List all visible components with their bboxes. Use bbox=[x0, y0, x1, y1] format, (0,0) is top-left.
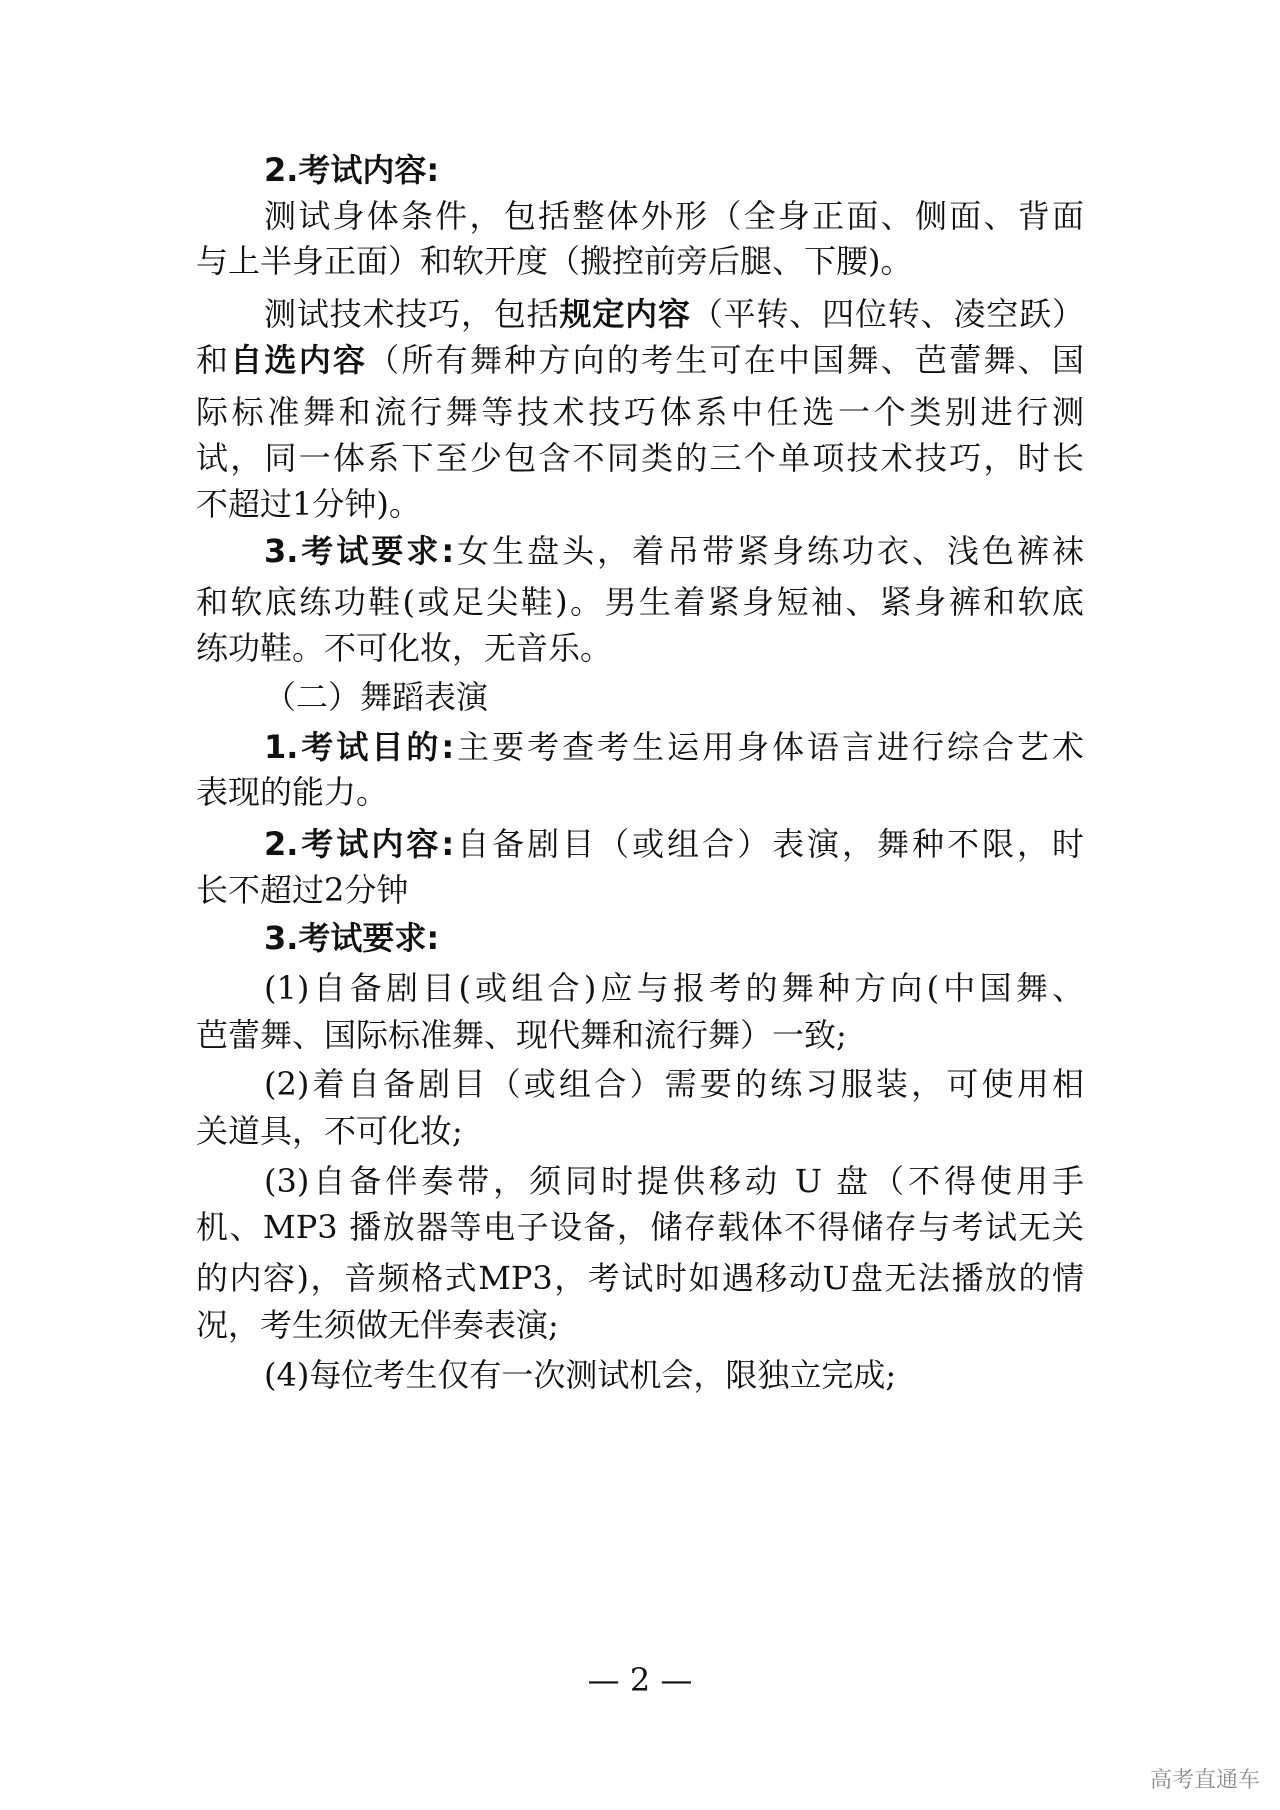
text-run: 练功鞋。不可化妆，无音乐。 bbox=[196, 629, 613, 667]
section-heading bbox=[264, 677, 1152, 719]
text-run: 测试技术技巧，包括 bbox=[264, 295, 560, 333]
text-line bbox=[264, 1161, 1084, 1203]
text-line bbox=[196, 1111, 1084, 1153]
bold-term: 2.考试内容: bbox=[264, 151, 440, 189]
text-run: 女生盘头，着吊带紧身练功衣、浅色裤袜 bbox=[454, 532, 1084, 570]
text-line bbox=[264, 150, 1084, 192]
text-run: 际标准舞和流行舞等技术技巧体系中任选一个类别进行测 bbox=[196, 393, 1084, 431]
text-line bbox=[264, 196, 1084, 238]
bold-term: 2.考试内容: bbox=[264, 825, 455, 863]
watermark-text: 高考直通车 bbox=[1149, 1768, 1260, 1793]
text-line bbox=[264, 294, 1084, 336]
text-line bbox=[264, 1064, 1084, 1106]
bold-term: 规定内容 bbox=[559, 295, 691, 333]
text-run: 的内容)，音频格式MP3，考试时如遇移动U盘无法播放的情 bbox=[196, 1259, 1084, 1297]
text-line bbox=[264, 824, 1084, 866]
text-run: 长不超过2分钟 bbox=[196, 871, 409, 909]
bold-term: 自选内容 bbox=[230, 341, 368, 379]
text-run: 和 bbox=[196, 341, 231, 379]
text-line bbox=[264, 531, 1084, 573]
text-run: 芭蕾舞、国际标准舞、现代舞和流行舞）一致; bbox=[196, 1016, 847, 1054]
text-line bbox=[196, 772, 1084, 814]
bold-term: 3.考试要求: bbox=[264, 919, 440, 957]
text-line bbox=[196, 392, 1084, 434]
text-line bbox=[196, 340, 1084, 382]
text-run: （所有舞种方向的考生可在中国舞、芭蕾舞、国 bbox=[367, 341, 1084, 379]
bold-term: 1.考试目的: bbox=[264, 728, 455, 766]
text-run: (2)着自备剧目（或组合）需要的练习服装，可使用相 bbox=[264, 1065, 1084, 1103]
text-line bbox=[264, 1355, 1084, 1397]
text-line bbox=[196, 870, 1084, 912]
text-run: 与上半身正面）和软开度（搬控前旁后腿、下腰)。 bbox=[196, 242, 913, 280]
text-run: 况，考生须做无伴奏表演; bbox=[196, 1306, 559, 1344]
text-line bbox=[196, 1258, 1084, 1300]
text-run: 表现的能力。 bbox=[196, 773, 389, 811]
text-line bbox=[196, 484, 1084, 526]
text-run: 测试身体条件，包括整体外形（全身正面、侧面、背面 bbox=[264, 197, 1084, 235]
text-line bbox=[196, 241, 1084, 283]
text-run: (3)自备伴奏带，须同时提供移动 U 盘（不得使用手 bbox=[264, 1162, 1084, 1200]
text-line bbox=[196, 1015, 1084, 1057]
text-run: 试，同一体系下至少包含不同类的三个单项技术技巧，时长 bbox=[196, 439, 1084, 477]
text-run: 机、MP3 播放器等电子设备，储存载体不得储存与考试无关 bbox=[196, 1208, 1084, 1246]
bold-term: 3.考试要求: bbox=[264, 532, 455, 570]
page-number: — 2 — bbox=[587, 1661, 693, 1699]
text-line bbox=[264, 968, 1084, 1010]
text-line bbox=[196, 438, 1084, 480]
text-run: 自备剧目（或组合）表演，舞种不限，时 bbox=[454, 825, 1084, 863]
text-line bbox=[196, 582, 1084, 624]
text-line bbox=[264, 727, 1084, 769]
text-line bbox=[264, 918, 1084, 960]
text-run: (1)自备剧目(或组合)应与报考的舞种方向(中国舞、 bbox=[264, 969, 1084, 1007]
text-run: （平转、四位转、凌空跃） bbox=[690, 295, 1084, 333]
text-run: (4)每位考生仅有一次测试机会，限独立完成; bbox=[264, 1356, 897, 1394]
text-run: 不超过1分钟)。 bbox=[196, 485, 421, 523]
text-line bbox=[196, 628, 1084, 670]
text-run: （二）舞蹈表演 bbox=[264, 678, 489, 716]
text-line bbox=[196, 1207, 1084, 1249]
text-run: 和软底练功鞋(或足尖鞋)。男生着紧身短袖、紧身裤和软底 bbox=[196, 583, 1084, 621]
text-run: 关道具，不可化妆; bbox=[196, 1112, 463, 1150]
text-line bbox=[196, 1305, 1084, 1347]
text-run: 主要考查考生运用身体语言进行综合艺术 bbox=[454, 728, 1084, 766]
